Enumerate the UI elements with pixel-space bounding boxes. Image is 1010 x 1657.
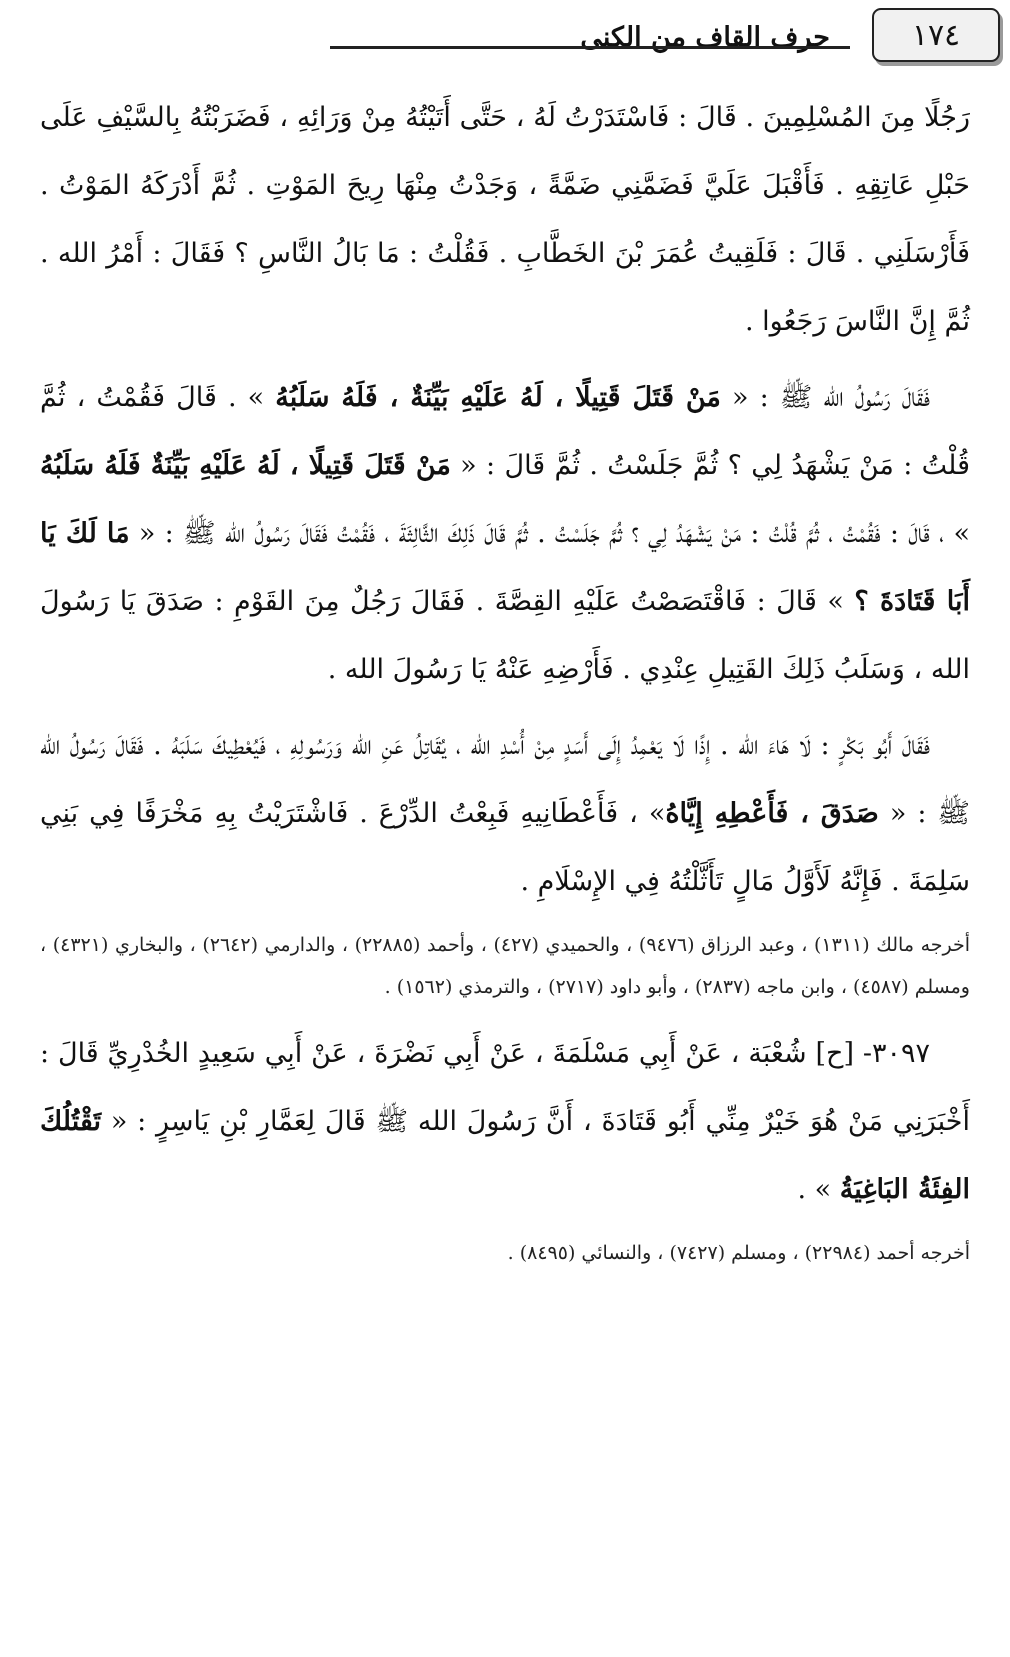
page-header — [30, 6, 961, 70]
paragraph-1 — [40, 84, 970, 356]
narration-text: فَقَالَ رَسُولُ الله ﷺ : « — [720, 382, 930, 413]
hadith-text: مَا لَكَ يَا أَبَا قَتَادَةَ ؟ — [40, 518, 970, 617]
hadith-text: صَدَقَ ، فَأَعْطِهِ إِيَّاهُ — [665, 798, 879, 829]
paragraph-2 — [40, 364, 970, 704]
narration-text: » ، فَأَعْطَانِيهِ فَبِعْتُ الدِّرْعَ . فَاشْتَرَيْتُ بِهِ مَخْرَفًا فِي بَنِي سَلِمَةَ . فَإِنَّهُ لَأَوَّلُ مَالٍ تَأَثَّلْتُهُ فِي الإِسْلَامِ . — [40, 798, 970, 897]
takhrij-note-1: أخرجه مالك (١٣١١) ، وعبد الرزاق (٩٤٧٦) ، والحميدي (٤٢٧) ، وأحمد (٢٢٨٨٥) ، والدارمي (٢٦٤٢) ، والبخاري (٤٣٢١) ، ومسلم (٤٥٨٧) ، وابن ماجه (٢٨٣٧) ، وأبو داود (٢٧١٧) ، والترمذي (١٥٦٢) . — [40, 934, 971, 998]
narration-text: » قَالَ : فَاقْتَصَصْتُ عَلَيْهِ القِصَّةَ . فَقَالَ رَجُلٌ مِنَ القَوْمِ : صَدَقَ يَا رَسُولَ الله ، وَسَلَبُ ذَلِكَ القَتِيلِ عِنْدِي . فَأَرْضِهِ عَنْهُ يَا رَسُولَ الله . — [40, 586, 970, 685]
narration-text: فَقَالَ أَبُو بَكْرٍ : لَا هَاءَ الله . إِذًا لَا يَعْمِدُ إِلَى أَسَدٍ مِنْ أُسْدِ الله ، يُقَاتِلُ عَنِ الله وَرَسُولِهِ ، فَيُعْطِيكَ سَلَبَهُ . فَقَالَ رَسُولُ الله ﷺ : « — [40, 730, 971, 829]
hadith-text: مَنْ قَتَلَ قَتِيلًا ، لَهُ عَلَيْهِ بَيِّنَةٌ فَلَهُ سَلَبُهُ — [40, 450, 451, 481]
takhrij-note-2: أخرجه أحمد (٢٢٩٨٤) ، ومسلم (٧٤٢٧) ، والنسائي (٨٤٩٥) . — [507, 1242, 970, 1264]
page-number: ١٧٤ — [872, 8, 1000, 62]
narration-text: » . قَالَ فَقُمْتُ ، ثُمَّ قُلْتُ : مَنْ يَشْهَدُ لِي ؟ ثُمَّ جَلَسْتُ . ثُمَّ قَالَ : « — [40, 382, 970, 481]
hadith-text: مَنْ قَتَلَ قَتِيلًا ، لَهُ عَلَيْهِ بَيِّنَةٌ ، فَلَهُ سَلَبُهُ — [275, 382, 721, 413]
narration-text: » . — [797, 1174, 840, 1205]
hadith-3097 — [40, 1020, 970, 1224]
paragraph-3 — [40, 712, 970, 916]
chapter-title: حرف القاف من الكنى — [580, 22, 830, 53]
narration-text: ٣٠٩٧- [ح] شُعْبَة ، عَنْ أَبِي مَسْلَمَةَ ، عَنْ أَبِي نَضْرَةَ ، عَنْ أَبِي سَعِيدٍ الخُدْرِيِّ قَالَ : أَخْبَرَنِي مَنْ هُوَ خَيْرٌ مِنِّي أَبُو قَتَادَةَ ، أَنَّ رَسُولَ الله ﷺ قَالَ لِعَمَّارِ بْنِ يَاسِرٍ : « — [40, 1038, 970, 1137]
header-rule — [330, 46, 850, 49]
hadith-text: تَقْتُلُكَ الفِئَةُ البَاغِيَةُ — [40, 1106, 970, 1205]
narration-text: » ، قَالَ : فَقُمْتُ ، ثُمَّ قُلْتُ : مَنْ يَشْهَدُ لِي ؟ ثُمَّ جَلَسْتُ . ثُمَّ قَالَ ذَلِكَ الثَّالِثَةَ ، فَقُمْتُ فَقَالَ رَسُولُ الله ﷺ : « — [129, 518, 970, 549]
page-body — [40, 84, 970, 1286]
paragraph-1-text: رَجُلًا مِنَ المُسْلِمِينَ . قَالَ : فَاسْتَدَرْتُ لَهُ ، حَتَّى أَتَيْتُهُ مِنْ وَرَائِهِ ، فَضَرَبْتُهُ بِالسَّيْفِ عَلَى حَبْلِ عَاتِقِهِ . فَأَقْبَلَ عَلَيَّ فَضَمَّنِي ضَمَّةً ، وَجَدْتُ مِنْهَا رِيحَ المَوْتِ . ثُمَّ أَدْرَكَهُ المَوْتُ . فَأَرْسَلَنِي . قَالَ : فَلَقِيتُ عُمَرَ بْنَ الخَطَّابِ . فَقُلْتُ : مَا بَالُ النَّاسِ ؟ فَقَالَ : أَمْرُ الله . ثُمَّ إِنَّ النَّاسَ رَجَعُوا . — [40, 102, 970, 337]
